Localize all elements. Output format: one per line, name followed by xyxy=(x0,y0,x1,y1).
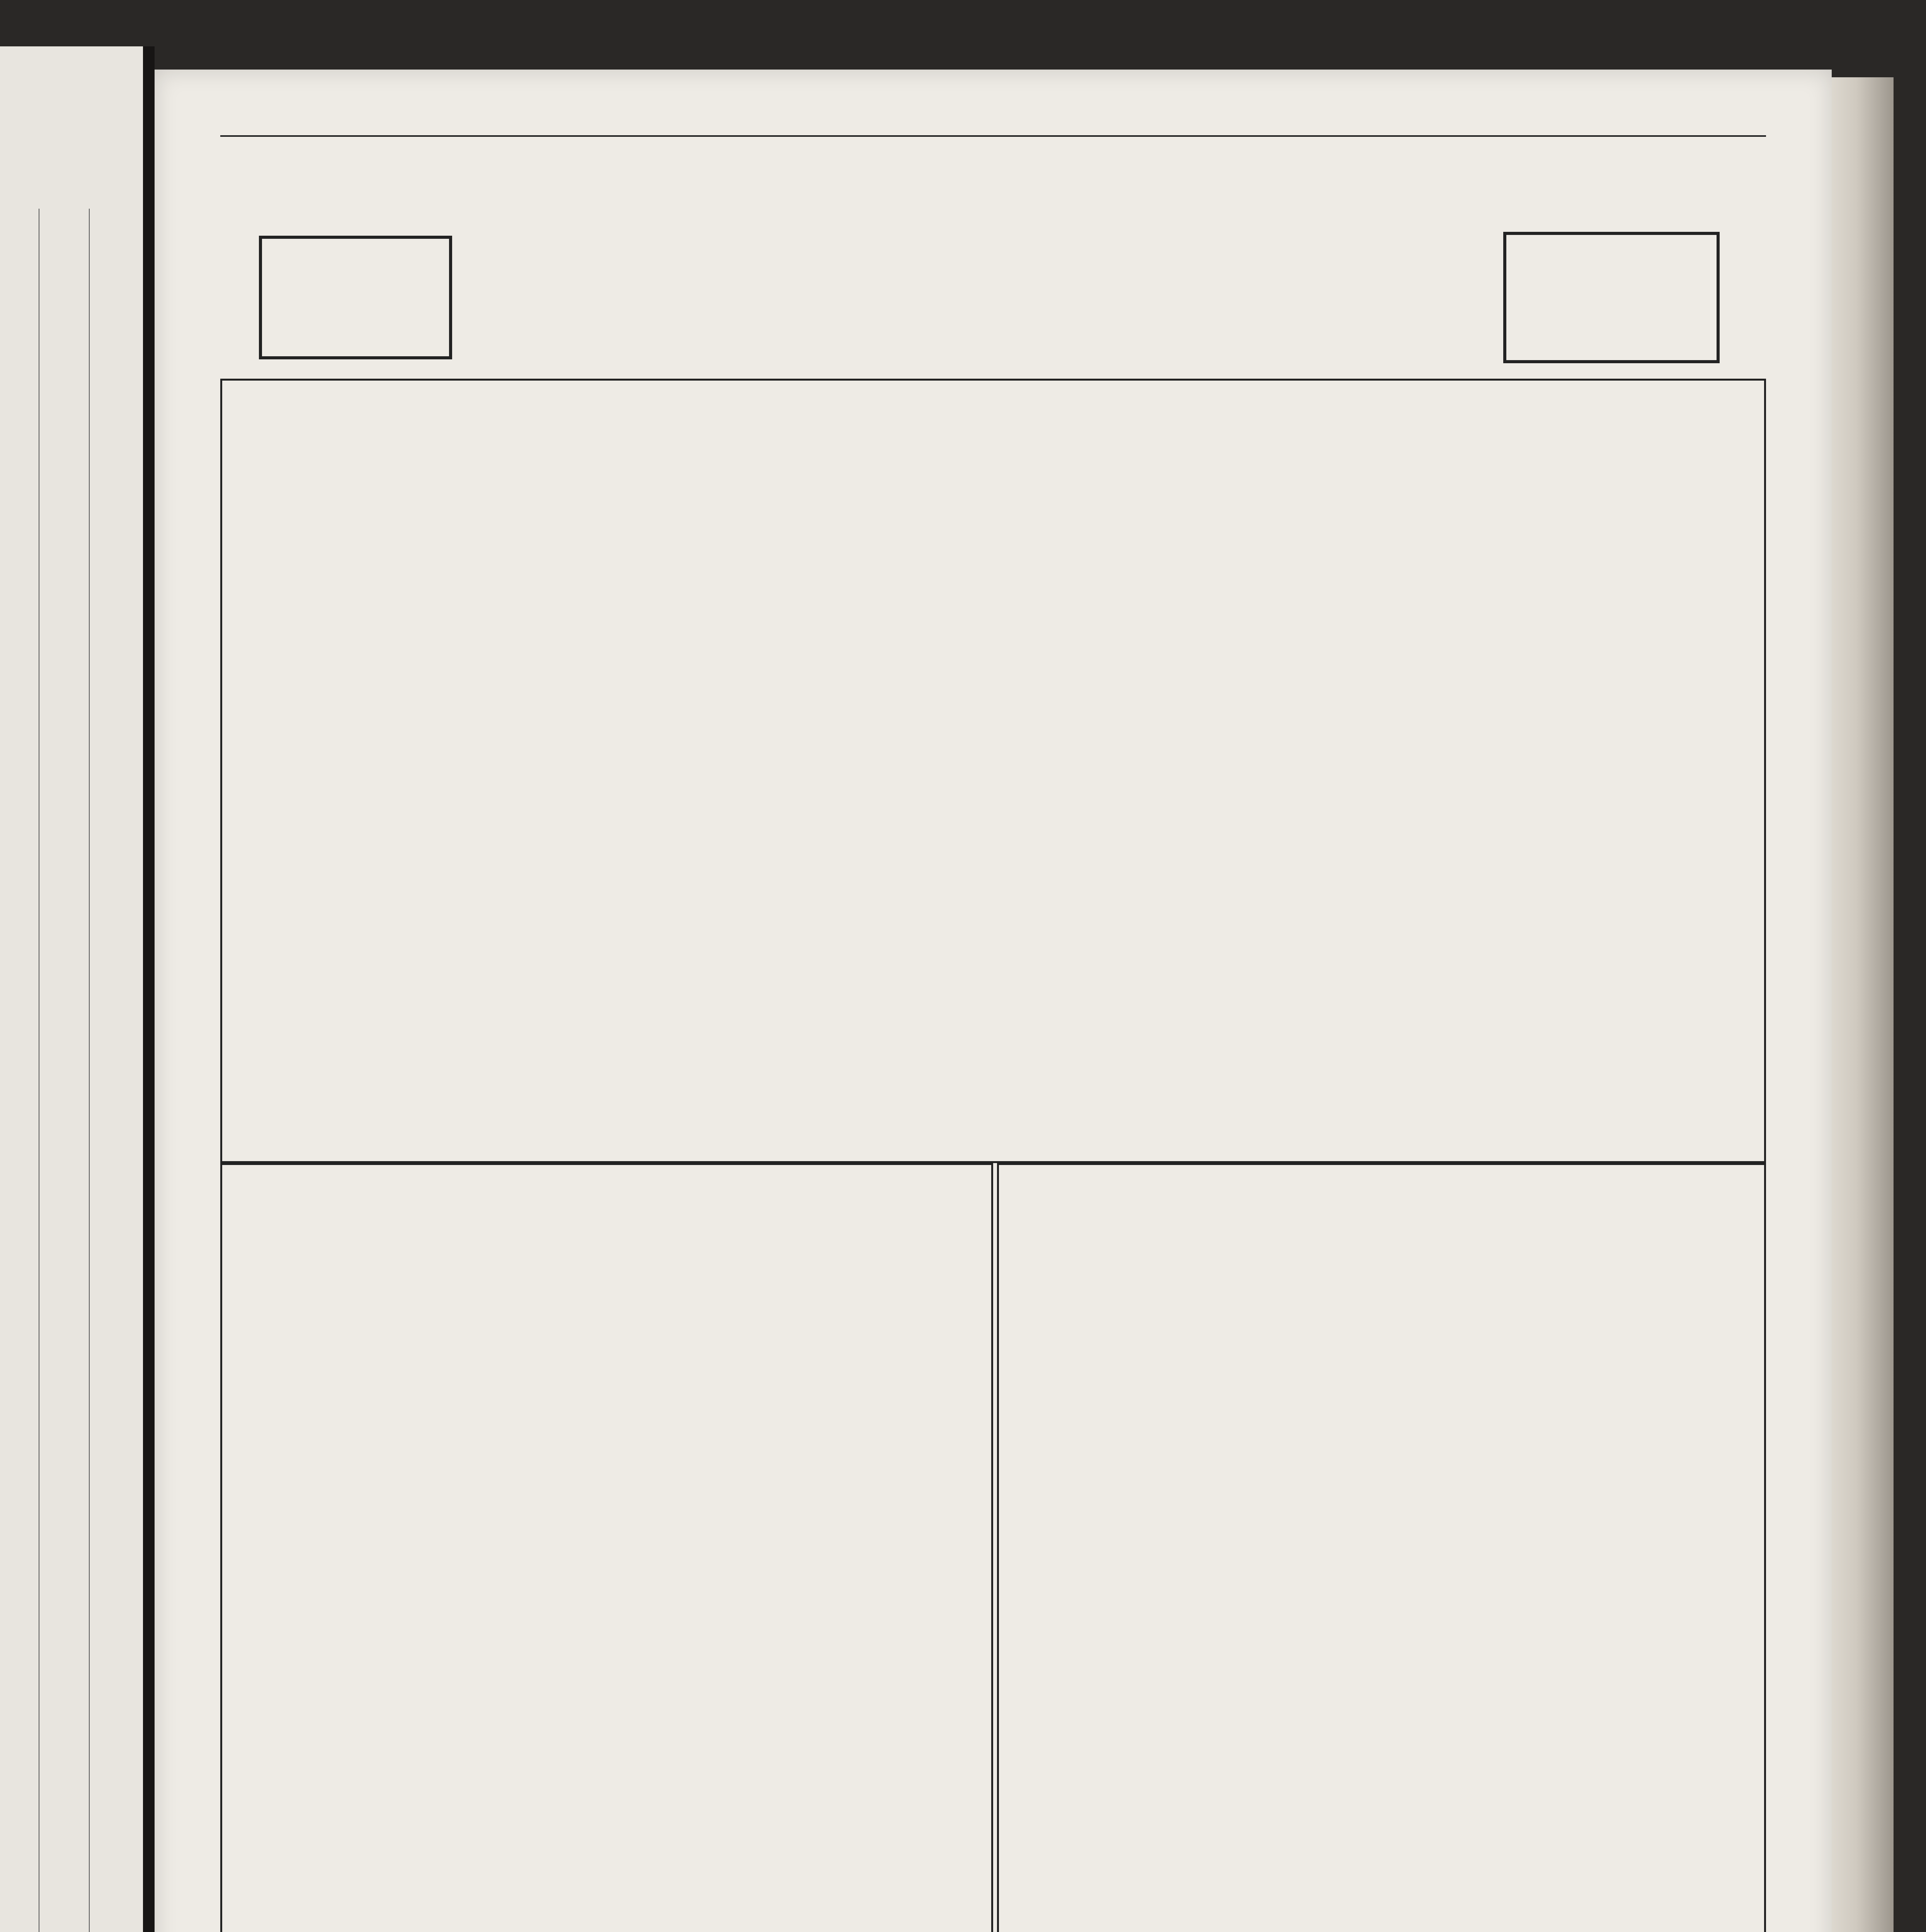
radio-info-box xyxy=(1503,232,1720,363)
book-spine xyxy=(143,46,155,1932)
running-head xyxy=(220,112,1766,137)
book-edge xyxy=(1832,77,1894,1932)
overseas-bonds-table xyxy=(220,1163,993,1932)
newspaper-page xyxy=(155,70,1832,1932)
previous-page-strip xyxy=(0,46,144,1932)
phone-info-box xyxy=(259,236,452,359)
state-funds-table xyxy=(220,379,1766,1163)
colonial-bonds-table xyxy=(997,1163,1766,1932)
